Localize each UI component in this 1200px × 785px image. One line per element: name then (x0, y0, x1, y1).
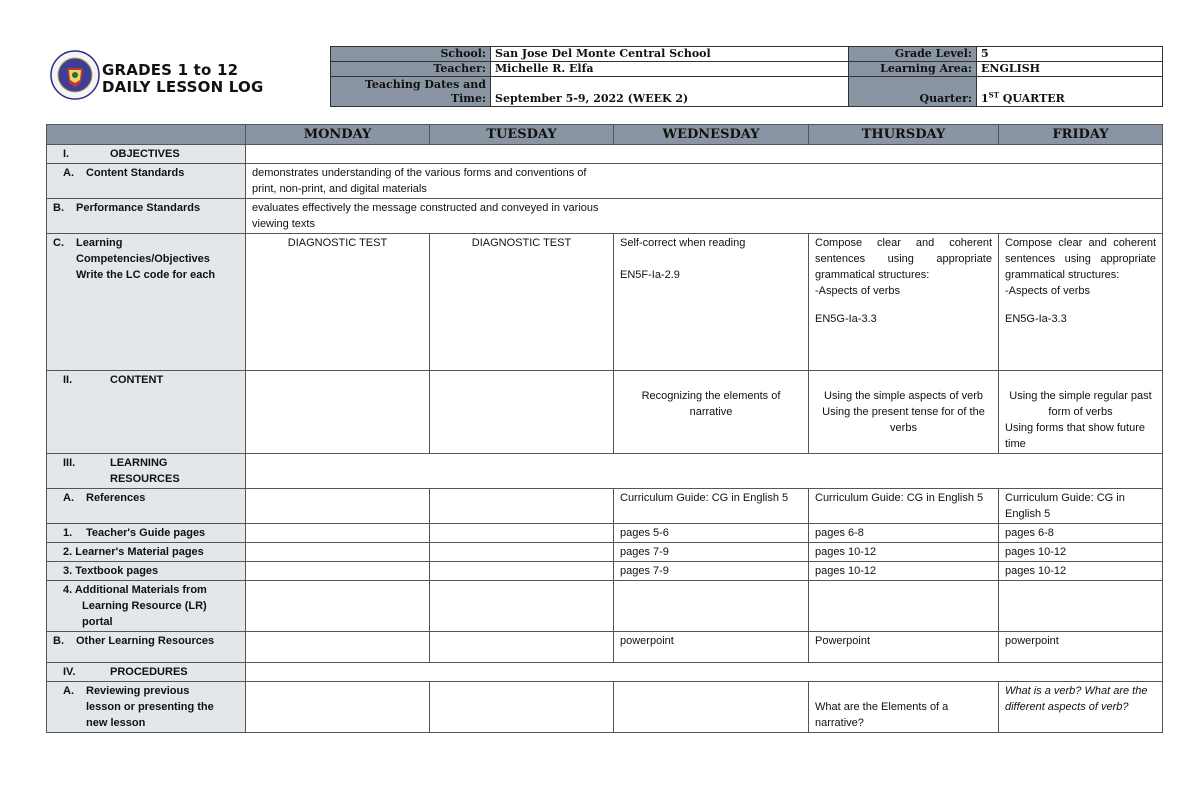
am-thursday (809, 581, 999, 632)
tb-tuesday (430, 562, 614, 581)
content-standards-line-2: print, non-print, and digital materials (252, 183, 427, 195)
procedures-num: IV. (63, 666, 76, 678)
deped-seal-logo (50, 50, 100, 100)
content-friday-text-1: Using the simple regular past form of verbs (1009, 390, 1152, 418)
corner-cell (47, 125, 246, 145)
tg-friday: pages 6-8 (999, 524, 1163, 543)
review-thursday-text: What are the Elements of a narrative? (815, 701, 949, 729)
learners-material-row (47, 543, 1163, 562)
resources-heading (47, 454, 246, 489)
learning-competencies-mark: C. (53, 237, 64, 249)
learning-competencies-row (47, 234, 1163, 371)
lm-wednesday: pages 7-9 (614, 543, 809, 562)
additional-materials-heading (47, 581, 246, 632)
other-wednesday: powerpoint (614, 632, 809, 663)
review-lesson-label-1: Reviewing previous (86, 685, 190, 697)
day-friday: FRIDAY (999, 125, 1163, 145)
references-tuesday (430, 489, 614, 524)
day-wednesday: WEDNESDAY (614, 125, 809, 145)
quarter-label: Quarter: (849, 77, 977, 107)
other-resources-row (47, 632, 1163, 663)
teachers-guide-mark: 1. (63, 527, 73, 539)
procedures-heading (47, 663, 246, 682)
teachers-guide-heading (47, 524, 246, 543)
content-label: CONTENT (110, 374, 164, 386)
lc-friday-code: EN5G-Ia-3.3 (1005, 313, 1067, 325)
content-wednesday-text: Recognizing the elements of narrative (641, 390, 781, 418)
lc-tuesday: DIAGNOSTIC TEST (430, 234, 614, 371)
lc-thursday-text: Compose clear and coherent sentences using appropriate grammatical structures: (815, 237, 992, 281)
procedures-blank (246, 663, 1163, 682)
resources-num: III. (63, 457, 76, 469)
review-lesson-mark: A. (63, 685, 74, 697)
other-resources-heading (47, 632, 246, 663)
objectives-num: I. (63, 148, 70, 160)
other-resources-mark: B. (53, 635, 64, 647)
additional-materials-label-2: Learning Resource (LR) (82, 600, 207, 612)
tb-thursday: pages 10-12 (809, 562, 999, 581)
performance-standards-row (47, 199, 1163, 234)
content-wednesday (614, 371, 809, 454)
quarter-text: QUARTER (998, 92, 1065, 105)
am-monday (246, 581, 430, 632)
teacher-value: Michelle R. Elfa (491, 62, 849, 77)
day-thursday: THURSDAY (809, 125, 999, 145)
lc-friday-text: Compose clear and coherent sentences using appropriate grammatical structures: (1005, 237, 1156, 281)
additional-materials-label-1: 4. Additional Materials from (63, 584, 207, 596)
performance-standards-line-2: viewing texts (252, 218, 315, 230)
performance-standards-mark: B. (53, 202, 64, 214)
content-row (47, 371, 1163, 454)
tb-monday (246, 562, 430, 581)
lc-wednesday-code: EN5F-Ia-2.9 (620, 269, 680, 281)
content-standards-heading (47, 164, 246, 199)
lm-tuesday (430, 543, 614, 562)
document-title (102, 62, 264, 96)
am-tuesday (430, 581, 614, 632)
content-friday (999, 371, 1163, 454)
day-tuesday: TUESDAY (430, 125, 614, 145)
grade-level-value: 5 (977, 47, 1163, 62)
content-standards-text (246, 164, 1163, 199)
objectives-heading (47, 145, 246, 164)
review-monday (246, 682, 430, 733)
resources-blank (246, 454, 1163, 489)
tg-monday (246, 524, 430, 543)
content-thursday-text: Using the simple aspects of verb Using the present tense for of the verbs (822, 390, 985, 434)
other-tuesday (430, 632, 614, 663)
lc-wednesday-text: Self-correct when reading (620, 237, 746, 249)
textbook-label: 3. Textbook pages (63, 565, 159, 577)
content-standards-line-1: demonstrates understanding of the various forms and conventions of (252, 167, 587, 179)
learning-competencies-heading (47, 234, 246, 371)
other-thursday: Powerpoint (809, 632, 999, 663)
other-friday: powerpoint (999, 632, 1163, 663)
lm-friday: pages 10-12 (999, 543, 1163, 562)
am-wednesday (614, 581, 809, 632)
objectives-section-row (47, 145, 1163, 164)
content-thursday (809, 371, 999, 454)
textbook-heading (47, 562, 246, 581)
content-standards-label: Content Standards (86, 167, 185, 179)
other-monday (246, 632, 430, 663)
teacher-label: Teacher: (331, 62, 491, 77)
lc-wednesday (614, 234, 809, 371)
references-label: References (86, 492, 146, 504)
references-mark: A. (63, 492, 74, 504)
performance-standards-text (246, 199, 1163, 234)
learning-area-label: Learning Area: (849, 62, 977, 77)
teaching-dates-label-line-2: Time: (450, 92, 486, 105)
day-header-row (47, 125, 1163, 145)
lc-thursday (809, 234, 999, 371)
tg-thursday: pages 6-8 (809, 524, 999, 543)
content-num: II. (63, 374, 73, 386)
content-tuesday (430, 371, 614, 454)
tb-friday: pages 10-12 (999, 562, 1163, 581)
references-wednesday: Curriculum Guide: CG in English 5 (614, 489, 809, 524)
references-heading (47, 489, 246, 524)
procedures-label: PROCEDURES (110, 666, 188, 678)
performance-standards-heading (47, 199, 246, 234)
review-wednesday (614, 682, 809, 733)
quarter-value (977, 77, 1163, 107)
teaching-dates-label (331, 77, 491, 107)
teachers-guide-label: Teacher's Guide pages (86, 527, 206, 539)
review-tuesday (430, 682, 614, 733)
learning-competencies-label-3: Write the LC code for each (76, 269, 216, 281)
learners-material-label: 2. Learner's Material pages (63, 546, 204, 558)
lc-thursday-code: EN5G-Ia-3.3 (815, 313, 877, 325)
teaching-dates-value: September 5-9, 2022 (WEEK 2) (491, 77, 849, 107)
grade-level-label: Grade Level: (849, 47, 977, 62)
lc-friday (999, 234, 1163, 371)
performance-standards-line-1: evaluates effectively the message constructed and conveyed in various (252, 202, 599, 214)
resources-section-row (47, 454, 1163, 489)
objectives-label: OBJECTIVES (110, 148, 180, 160)
references-row (47, 489, 1163, 524)
review-friday: What is a verb? What are the different aspects of verb? (999, 682, 1163, 733)
tb-wednesday: pages 7-9 (614, 562, 809, 581)
tg-wednesday: pages 5-6 (614, 524, 809, 543)
review-thursday (809, 682, 999, 733)
school-value: San Jose Del Monte Central School (491, 47, 849, 62)
day-monday: MONDAY (246, 125, 430, 145)
learners-material-heading (47, 543, 246, 562)
textbook-row (47, 562, 1163, 581)
objectives-blank (246, 145, 1163, 164)
teachers-guide-row (47, 524, 1163, 543)
teaching-dates-label-line-1: Teaching Dates and (364, 78, 486, 91)
review-lesson-row (47, 682, 1163, 733)
review-lesson-label-3: new lesson (86, 717, 146, 729)
title-line-1: GRADES 1 to 12 (102, 61, 239, 79)
resources-label: LEARNING RESOURCES (110, 457, 180, 485)
review-lesson-heading (47, 682, 246, 733)
school-label: School: (331, 47, 491, 62)
procedures-section-row (47, 663, 1163, 682)
learning-competencies-label-2: Competencies/Objectives (76, 253, 210, 265)
content-monday (246, 371, 430, 454)
additional-materials-row (47, 581, 1163, 632)
learning-area-value: ENGLISH (977, 62, 1163, 77)
additional-materials-label-3: portal (82, 616, 113, 628)
performance-standards-label: Performance Standards (76, 202, 201, 214)
lm-thursday: pages 10-12 (809, 543, 999, 562)
review-lesson-label-2: lesson or presenting the (86, 701, 214, 713)
content-heading (47, 371, 246, 454)
references-monday (246, 489, 430, 524)
content-friday-text-2: Using forms that show future time (1005, 422, 1146, 450)
title-line-2: DAILY LESSON LOG (102, 78, 264, 96)
content-standards-mark: A. (63, 167, 74, 179)
lc-thursday-sub: -Aspects of verbs (815, 285, 900, 297)
learning-competencies-label-1: Learning (76, 237, 123, 249)
lc-monday: DIAGNOSTIC TEST (246, 234, 430, 371)
references-friday: Curriculum Guide: CG in English 5 (999, 489, 1163, 524)
quarter-number: 1 (981, 92, 989, 105)
content-standards-row (47, 164, 1163, 199)
references-thursday: Curriculum Guide: CG in English 5 (809, 489, 999, 524)
am-friday (999, 581, 1163, 632)
other-resources-label: Other Learning Resources (76, 635, 215, 647)
quarter-suffix: ST (988, 90, 999, 100)
header-info-table (330, 46, 1163, 107)
tg-tuesday (430, 524, 614, 543)
lm-monday (246, 543, 430, 562)
lc-friday-sub: -Aspects of verbs (1005, 285, 1090, 297)
lesson-log-table (46, 124, 1163, 733)
